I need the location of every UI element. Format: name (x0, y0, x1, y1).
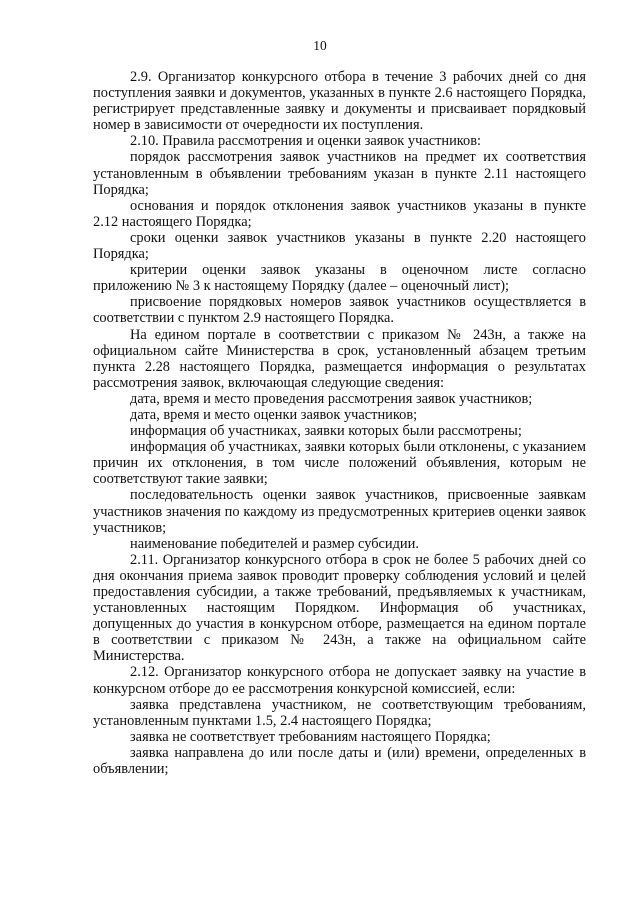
paragraph-application-noncompliant: заявка не соответствует требованиям настоящего Порядка; (130, 728, 491, 745)
paragraph-sequence-numbers: присвоение порядковых номеров заявок участников осуществляется в соответствии с пунктом 2.9 настоящего Порядка. (93, 294, 586, 327)
paragraph-2-12: 2.12. Организатор конкурсного отбора не допускает заявку на участие в конкурсном отборе до ее рассмотрения конкурсной комиссией, если: (93, 664, 586, 697)
paragraph-rejection-grounds: основания и порядок отклонения заявок участников указаны в пункте 2.12 настоящего Порядка; (93, 197, 586, 230)
paragraph-evaluation-sequence: последовательность оценки заявок участников, присвоенные заявкам участников значения по каждому из предусмотренных критериев оценки заявок участников; (93, 487, 586, 536)
page-number: 10 (313, 38, 327, 53)
paragraph-2-9: 2.9. Организатор конкурсного отбора в течение 3 рабочих дней со дня поступления заявки и документов, указанных в пункте 2.6 настоящего Порядка, регистрирует представленные заявку и документы и присваивает порядковый номер в зависимости от очередности их поступления. (93, 69, 586, 134)
paragraph-reviewed-participants: информация об участниках, заявки которых были рассмотрены; (130, 423, 522, 440)
paragraph-evaluation-criteria: критерии оценки заявок указаны в оценочном листе согласно приложению № 3 к настоящему Порядку (далее – оценочный лист); (93, 262, 586, 295)
paragraph-participant-noncompliant: заявка представлена участником, не соответствующим требованиям, установленным пунктами 1.5, 2.4 настоящего Порядка; (93, 696, 586, 729)
paragraph-winners: наименование победителей и размер субсидии. (130, 535, 419, 552)
paragraph-evaluation-date: дата, время и место оценки заявок участников; (130, 406, 418, 423)
paragraph-2-11: 2.11. Организатор конкурсного отбора в срок не более 5 рабочих дней со дня окончания приема заявок проводит проверку соблюдения условий и целей предоставления субсидии, а также требований, предъявляемых к участникам, установленных настоящим Порядком. Информация об участниках, допущенных до участия в конкурсном отборе, размещается на едином портале в соответствии с приказом № 243н, а также на официальном сайте Министерства. (93, 551, 586, 665)
paragraph-rejected-participants: информация об участниках, заявки которых были отклонены, с указанием причин их отклонения, в том числе положений объявления, которым не соответствуют такие заявки; (93, 439, 586, 488)
paragraph-evaluation-deadlines: сроки оценки заявок участников указаны в пункте 2.20 настоящего Порядка; (93, 229, 586, 263)
paragraph-review-date: дата, время и место проведения рассмотрения заявок участников; (130, 390, 533, 407)
paragraph-application-timing: заявка направлена до или после даты и (или) времени, определенных в объявлении; (93, 744, 586, 778)
paragraph-review-procedure: порядок рассмотрения заявок участников на предмет их соответствия установленным в объявлении требованиям указан в пункте 2.11 настоящего Порядка; (93, 149, 586, 198)
paragraph-results-publication: На едином портале в соответствии с приказом № 243н, а также на официальном сайте Министерства в срок, установленный абзацем третьим пункта 2.28 настоящего Порядка, размещается информация о результатах рассмотрения заявок, включающая следующие сведения: (93, 326, 586, 391)
paragraph-2-10-heading: 2.10. Правила рассмотрения и оценки заявок участников: (130, 133, 482, 150)
document-body (93, 69, 586, 777)
